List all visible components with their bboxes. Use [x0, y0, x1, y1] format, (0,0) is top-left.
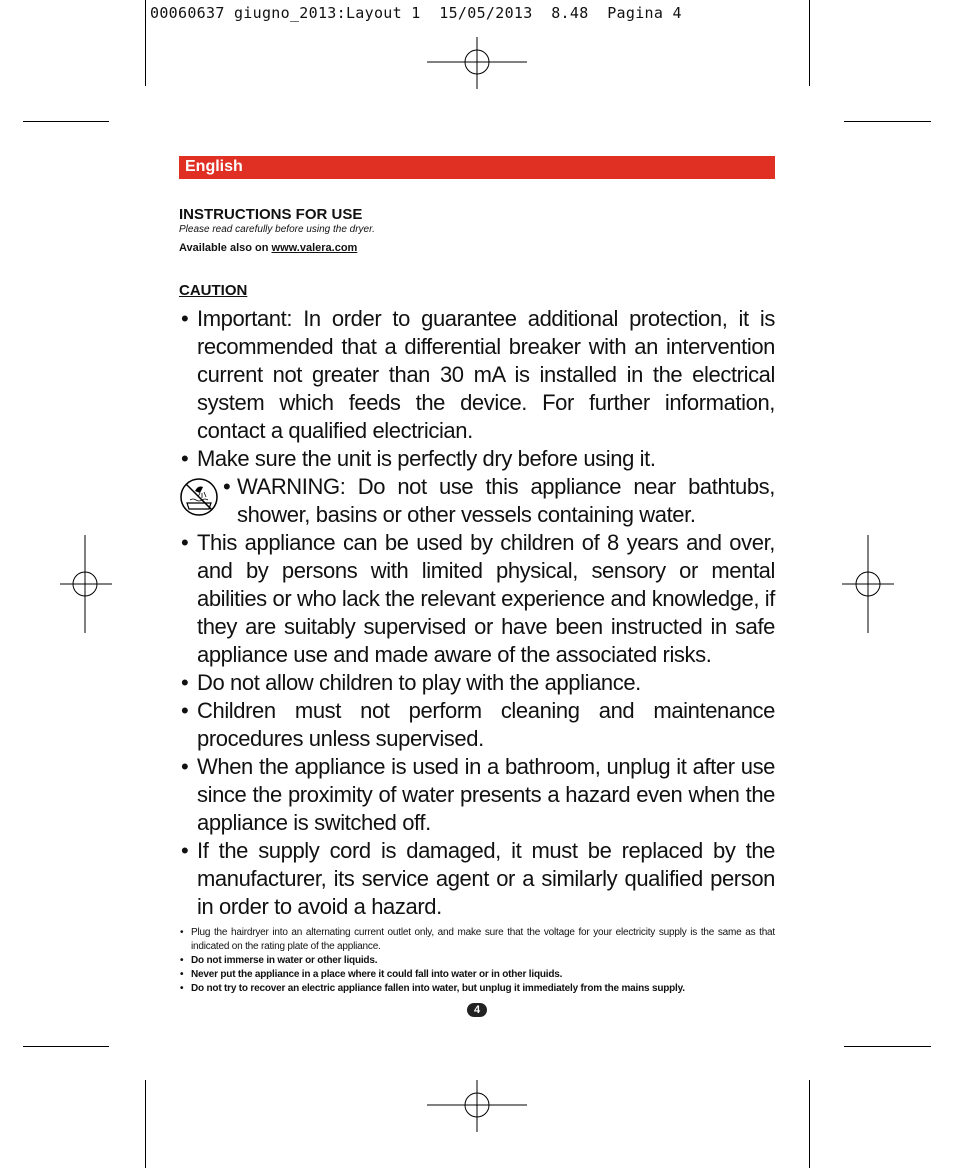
- crop-mark: [23, 1046, 109, 1047]
- list-item: • Never put the appliance in a place where it could fall into water or in other liquids.: [179, 968, 775, 982]
- list-item: • Do not allow children to play with the appliance.: [179, 669, 775, 697]
- list-item: • When the appliance is used in a bathroom, unplug it after use since the proximity of water presents a hazard even when the appliance is switched off.: [179, 753, 775, 837]
- crop-mark: [145, 0, 146, 86]
- additional-notes-list: [179, 926, 775, 996]
- registration-mark-icon: [842, 535, 894, 633]
- no-water-bath-icon: [179, 477, 219, 517]
- page-number-badge: 4: [467, 1003, 487, 1017]
- list-item: • Make sure the unit is perfectly dry before using it.: [179, 445, 775, 473]
- crop-mark: [844, 1046, 931, 1047]
- instructions-subtitle: Please read carefully before using the dryer.: [179, 224, 375, 235]
- registration-mark-icon: [427, 1080, 527, 1132]
- print-slug-line: 00060637 giugno_2013:Layout 1 15/05/2013 8.48 Pagina 4: [150, 4, 682, 22]
- list-item: • Children must not perform cleaning and maintenance procedures unless supervised.: [179, 697, 775, 753]
- list-item: • Do not immerse in water or other liquids.: [179, 954, 775, 968]
- crop-mark: [145, 1080, 146, 1168]
- crop-mark: [23, 121, 109, 122]
- instructions-title: INSTRUCTIONS FOR USE: [179, 206, 363, 223]
- crop-mark: [844, 121, 931, 122]
- crop-mark: [809, 1080, 810, 1168]
- crop-mark: [809, 0, 810, 86]
- caution-heading: CAUTION: [179, 282, 248, 299]
- availability-prefix: Available also on: [179, 242, 272, 254]
- registration-mark-icon: [60, 535, 112, 633]
- list-item: • Do not try to recover an electric appliance fallen into water, but unplug it immediately from the mains supply.: [179, 982, 775, 996]
- registration-mark-icon: [427, 37, 527, 89]
- availability-note: [179, 242, 357, 254]
- list-item: • Important: In order to guarantee additional protection, it is recommended that a differential breaker with an intervention current not greater than 30 mA is installed in the electrical system which feeds the device. For further information, contact a qualified electrician.: [179, 305, 775, 445]
- warning-text: WARNING: Do not use this appliance near bathtubs, shower, basins or other vessels containing water.: [237, 474, 775, 527]
- list-item: • If the supply cord is damaged, it must be replaced by the manufacturer, its service agent or a similarly qualified person in order to avoid a hazard.: [179, 837, 775, 921]
- language-header-bar: [179, 156, 775, 179]
- language-label: English: [185, 158, 243, 175]
- warning-list-item: [179, 473, 775, 529]
- website-link[interactable]: www.valera.com: [271, 242, 358, 254]
- safety-warnings-list: [179, 305, 775, 921]
- list-item: • Plug the hairdryer into an alternating current outlet only, and make sure that the voltage for your electricity supply is the same as that indicated on the rating plate of the appliance.: [179, 926, 775, 954]
- list-item: • This appliance can be used by children of 8 years and over, and by persons with limited physical, sensory or mental abilities or who lack the relevant experience and knowledge, if they are suitably supervised or have been instructed in safe appliance use and made aware of the associated risks.: [179, 529, 775, 669]
